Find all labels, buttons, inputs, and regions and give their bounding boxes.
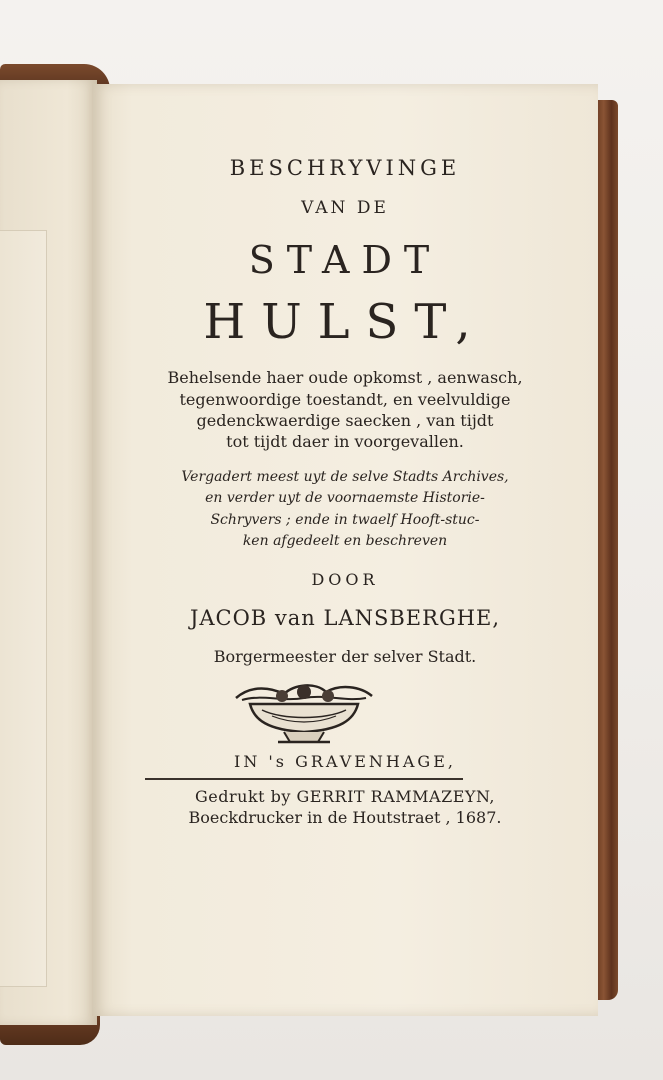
description-line-4: tot tijdt daer in voorgevallen.	[226, 432, 464, 451]
compiled-line-3: Schryvers ; ende in twaelf Hooft-stuc-	[210, 512, 480, 528]
title-line-hulst: HULST,	[203, 294, 487, 350]
title-line-van-de: VAN DE	[301, 198, 389, 218]
author-name: JACOB van LANSBERGHE,	[189, 606, 501, 630]
compiled-line-1: Vergadert meest uyt de selve Stadts Archives,	[181, 469, 509, 485]
title-line-stadt: STADT	[248, 238, 442, 282]
imprint-rule	[145, 778, 463, 780]
compiled-line-4: ken afgedeelt en beschreven	[242, 533, 448, 549]
imprint-place: IN 's GRAVENHAGE,	[234, 752, 456, 771]
frontispiece-page	[0, 80, 97, 1025]
title-line-beschryvinge: BESCHRYVINGE	[229, 156, 461, 180]
compiled-line-2: en verder uyt de voornaemste Historie-	[205, 490, 485, 506]
leather-binding-spine-edge	[596, 100, 618, 1000]
description-line-3: gedenckwaerdige saecken , van tijdt	[196, 411, 494, 430]
flower-basket-ornament-icon	[232, 680, 376, 746]
title-page	[92, 84, 598, 1016]
door-label: DOOR	[311, 570, 379, 589]
plate-mark	[0, 230, 47, 987]
description-line-2: tegenwoordige toestandt, en veelvuldige	[179, 390, 511, 409]
description-line-1: Behelsende haer oude opkomst , aenwasch,	[167, 368, 523, 387]
imprint-printer: Gedrukt by GERRIT RAMMAZEYN,	[195, 787, 495, 806]
imprint-address-year: Boeckdrucker in de Houtstraet , 1687.	[188, 808, 502, 827]
author-title: Borgermeester der selver Stadt.	[213, 647, 477, 666]
